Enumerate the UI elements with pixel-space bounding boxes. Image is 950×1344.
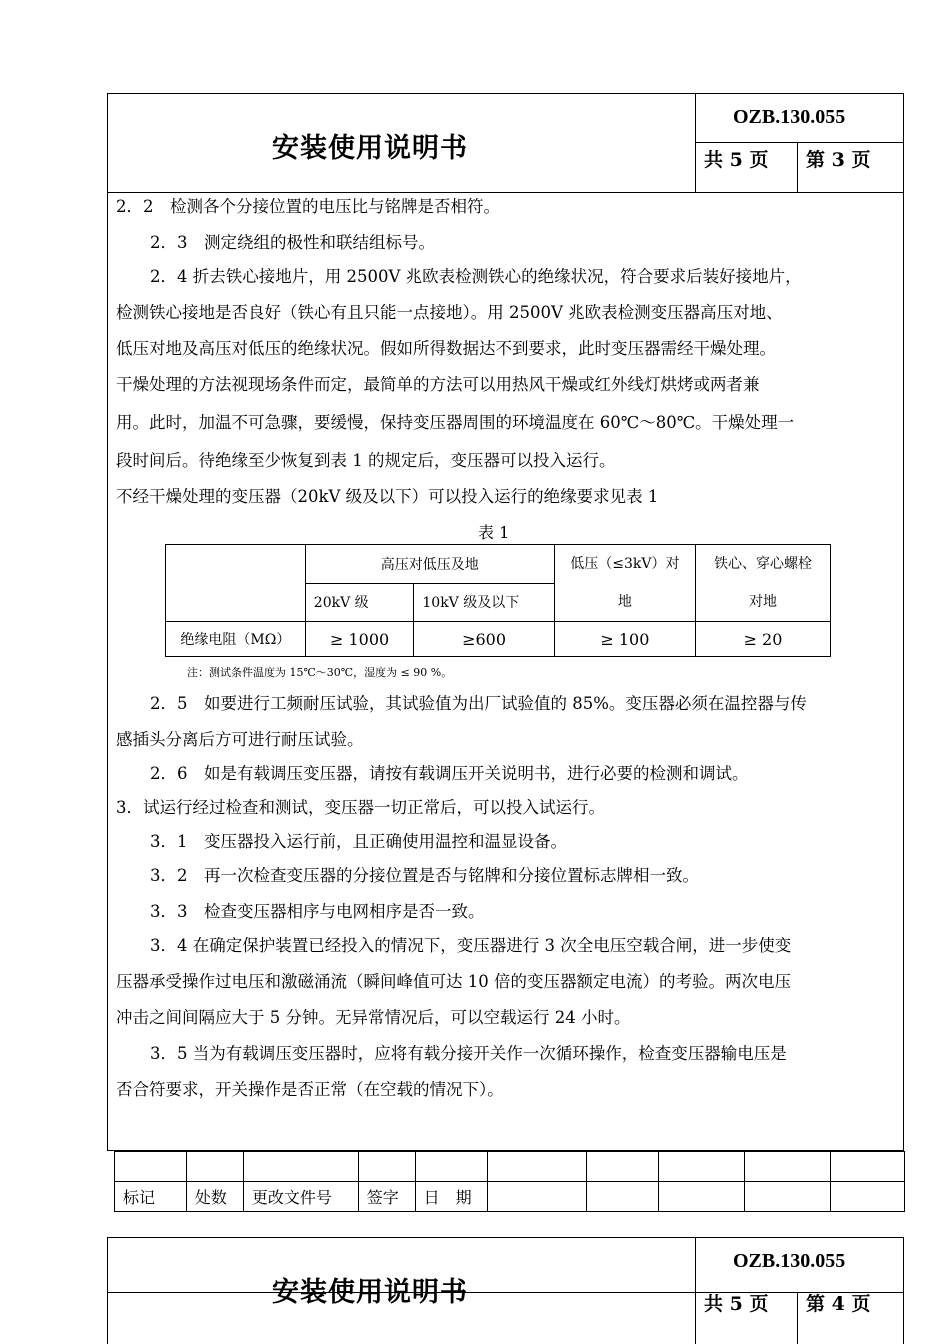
revision-cell [659,1152,745,1182]
revision-cell [243,1152,358,1182]
paragraph-line: 段时间后。待绝缘至少恢复到表 1 的规定后，变压器可以投入运行。 [116,451,616,470]
paragraph-line: 用。此时，加温不可急骤，要缓慢，保持变压器周围的环境温度在 60℃～80℃。干燥处理一 [116,413,795,432]
total-pages: 共 5 页 [704,149,769,171]
lv-header-line-1: 低压（≤3kV）对 [570,556,680,572]
revision-label-docno: 更改文件号 [243,1182,358,1212]
paragraph-line: 3．3 检查变压器相序与电网相序是否一致。 [150,902,485,921]
revision-cell [415,1152,487,1182]
core-header-line-2: 对地 [748,594,777,610]
next-document-code: OZB.130.055 [733,1250,846,1272]
header-vline-2 [797,142,798,192]
revision-cell [831,1182,905,1212]
revision-cell [115,1152,187,1182]
document-code: OZB.130.055 [733,106,846,128]
next-page-number: 第 4 页 [806,1293,871,1315]
next-header-hline [107,1292,904,1293]
table-caption: 表 1 [478,523,510,542]
paragraph-line: 低压对地及高压对低压的绝缘状况。假如所得数据达不到要求，此时变压器需经干燥处理。 [116,339,776,358]
table-subheader-10kv: 10kV 级及以下 [414,583,554,622]
table-header-hv: 高压对低压及地 [305,545,554,584]
insulation-table [165,544,831,657]
paragraph-line: 2．4 折去铁心接地片，用 2500V 兆欧表检测铁心的绝缘状况，符合要求后装好接地片， [150,267,802,286]
table-value-10kv: ≥600 [414,622,554,657]
table-value-20kv: ≥ 1000 [305,622,414,657]
revision-label-mark: 标记 [115,1182,187,1212]
paragraph-line: 检测铁心接地是否良好（铁心有且只能一点接地）。用 2500V 兆欧表检测变压器高压对地、 [116,303,783,322]
table-header-lv [554,545,695,622]
paragraph-line: 3．2 再一次检查变压器的分接位置是否与铭牌和分接位置标志牌相一致。 [150,866,699,885]
paragraph-line: 感插头分离后方可进行耐压试验。 [116,730,364,749]
paragraph-line: 2．3 测定绕组的极性和联结组标号。 [150,233,435,252]
paragraph-line: 干燥处理的方法视现场条件而定，最简单的方法可以用热风干燥或红外线灯烘烤或两者兼 [116,375,760,394]
table-empty-cell [166,545,306,622]
revision-cell [587,1182,659,1212]
table-subheader-20kv: 20kV 级 [305,583,414,622]
revision-table [114,1151,905,1212]
revision-cell [831,1152,905,1182]
revision-cell [745,1182,831,1212]
revision-label-count: 处数 [186,1182,243,1212]
revision-row-labels [115,1182,905,1212]
paragraph-line: 冲击之间间隔应大于 5 分钟。无异常情况后，可以空载运行 24 小时。 [116,1008,631,1027]
revision-label-sign: 签字 [358,1182,415,1212]
paragraph-line: 3．4 在确定保护装置已经投入的情况下，变压器进行 3 次全电压空载合闸，进一步使变 [150,936,792,955]
revision-cell [358,1152,415,1182]
table-header-core [695,545,830,622]
table-note: 注：测试条件温度为 15℃～30℃，湿度为 ≤ 90 %。 [187,666,453,679]
core-header-line-1: 铁心、穿心螺栓 [713,556,812,572]
paragraph-line: 2．6 如是有载调压变压器，请按有载调压开关说明书，进行必要的检测和调试。 [150,764,749,783]
paragraph-line: 3．1 变压器投入运行前，且正确使用温控和温显设备。 [150,832,567,851]
revision-cell [487,1182,587,1212]
next-header-vline-2 [797,1292,798,1344]
lv-header-line-2: 地 [617,594,632,610]
paragraph-line: 2．5 如要进行工频耐压试验，其试验值为出厂试验值的 85%。变压器必须在温控器与传 [150,694,807,713]
table-value-lv: ≥ 100 [554,622,695,657]
revision-cell [487,1152,587,1182]
revision-row-blank [115,1152,905,1182]
revision-cell [186,1152,243,1182]
next-header-vline [695,1237,696,1344]
header-hline [695,142,904,143]
revision-cell [745,1152,831,1182]
revision-cell [659,1182,745,1212]
paragraph-line: 压器承受操作过电压和激磁涌流（瞬间峰值可达 10 倍的变压器额定电流）的考验。两次电压 [116,972,791,991]
page-number: 第 3 页 [806,149,871,171]
paragraph-line: 2．2 检测各个分接位置的电压比与铭牌是否相符。 [116,197,500,216]
paragraph-line: 3．5 当为有载调压变压器时，应将有载分接开关作一次循环操作，检查变压器输电压是 [150,1044,787,1063]
table-value-core: ≥ 20 [695,622,830,657]
next-document-title: 安装使用说明书 [272,1277,468,1308]
revision-cell [587,1152,659,1182]
paragraph-line: 3．试运行经过检查和测试，变压器一切正常后，可以投入试运行。 [116,798,605,817]
revision-label-date: 日 期 [415,1182,487,1212]
paragraph-line: 否合符要求，开关操作是否正常（在空载的情况下）。 [116,1080,504,1099]
paragraph-line: 不经干燥处理的变压器（20kV 级及以下）可以投入运行的绝缘要求见表 1 [116,487,659,506]
document-title: 安装使用说明书 [272,133,468,164]
table-row-label: 绝缘电阻（MΩ） [166,622,306,657]
next-total-pages: 共 5 页 [704,1293,769,1315]
